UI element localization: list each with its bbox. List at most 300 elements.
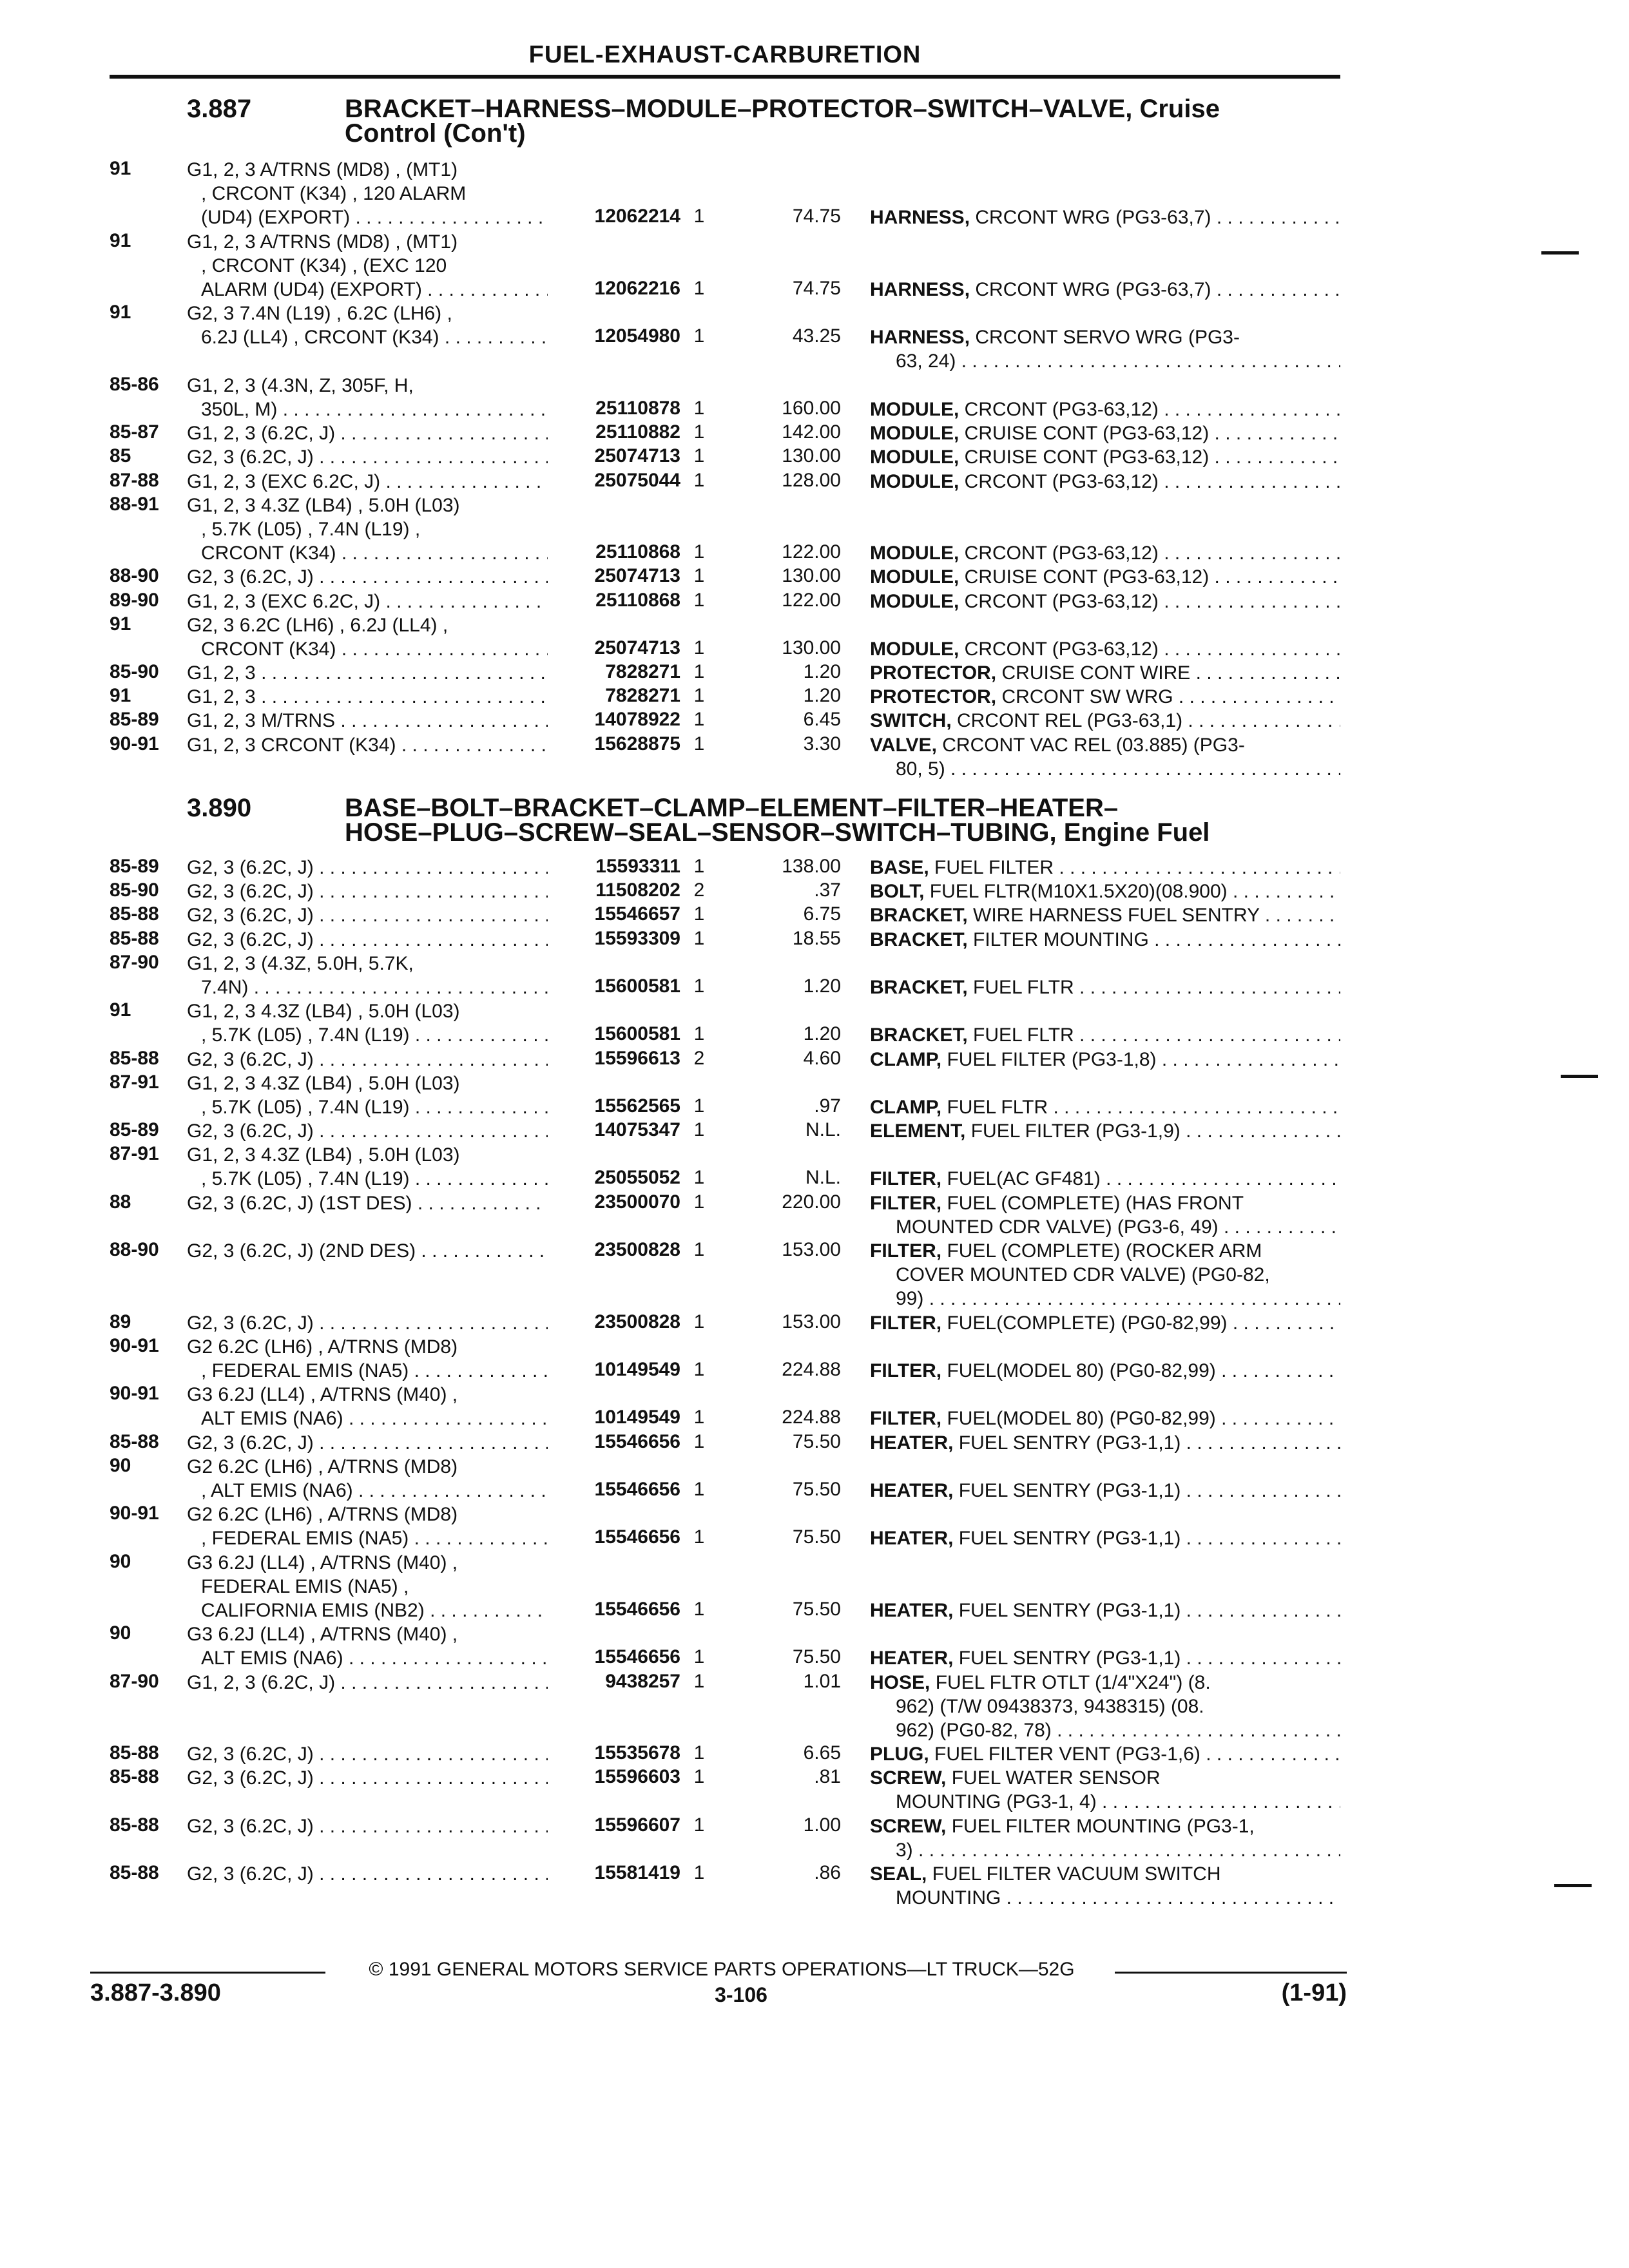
description-text: FUEL FLTR <box>947 1096 1048 1118</box>
parts-row <box>110 1862 1340 1910</box>
application-line: G1, 2, 3 . . . <box>187 661 644 685</box>
description-text: WIRE HARNESS FUEL SENTRY <box>973 905 1260 927</box>
part-name: BRACKET, <box>870 1024 968 1046</box>
application-line: G2, 3 (6.2C, J) . . . <box>187 1311 644 1335</box>
description-line <box>870 1359 1340 1383</box>
part-name: HARNESS, <box>870 327 970 349</box>
description-line <box>870 1766 1340 1790</box>
description-line <box>870 1167 1340 1191</box>
description-line <box>870 398 1340 421</box>
parts-row <box>110 1622 1340 1670</box>
price: 130.00 <box>782 637 841 658</box>
application-line: G1, 2, 3 4.3Z (LB4) , 5.0H (L03) <box>187 494 460 516</box>
description-line <box>870 590 1340 613</box>
description-line <box>870 1599 1340 1622</box>
model-years: 85-88 <box>110 1047 159 1069</box>
part-name: SEAL, <box>870 1863 927 1885</box>
application-line: G2, 3 7.4N (L19) , 6.2C (LH6) , <box>187 303 452 325</box>
parts-row <box>110 613 1340 661</box>
part-name: HEATER, <box>870 1480 954 1502</box>
description-text: FUEL(AC GF481) <box>947 1168 1101 1190</box>
description-line <box>870 206 1340 229</box>
model-years: 85-86 <box>110 373 159 395</box>
price: 142.00 <box>782 421 841 443</box>
price: 153.00 <box>782 1311 841 1332</box>
description-line <box>870 661 1340 685</box>
description <box>870 928 1340 952</box>
quantity: 1 <box>693 1766 705 1788</box>
quantity: 1 <box>693 1095 705 1117</box>
description-line <box>870 1526 1340 1550</box>
description <box>870 1095 1340 1119</box>
application-line: , 5.7K (L05) , 7.4N (L19) . . . <box>187 1023 644 1047</box>
part-number: 15562565 <box>548 1095 680 1117</box>
description <box>870 206 1340 229</box>
price: 122.00 <box>782 541 841 563</box>
parts-row <box>110 1742 1340 1766</box>
application-line: , 5.7K (L05) , 7.4N (L19) , <box>201 518 421 540</box>
description-line <box>870 1048 1340 1072</box>
part-number: 15546657 <box>548 903 680 925</box>
application-line: G1, 2, 3 (EXC 6.2C, J) . . . <box>187 590 644 613</box>
description-line: MOUNTING (PG3-1, 4) . . . <box>870 1790 1340 1814</box>
description-text: FUEL SENTRY (PG3-1,1) <box>958 1648 1181 1669</box>
model-years: 87-91 <box>110 1143 159 1165</box>
parts-row <box>110 1191 1340 1239</box>
section-title-line: Control (Con't) <box>345 119 526 148</box>
price: 6.65 <box>803 1742 841 1764</box>
quantity: 1 <box>693 1167 705 1189</box>
description-line <box>870 1862 1340 1886</box>
price: 160.00 <box>782 397 841 419</box>
quantity: 1 <box>693 975 705 997</box>
quantity: 1 <box>693 1670 705 1692</box>
price: 74.75 <box>792 206 841 227</box>
description-text: FUEL FLTR(M10X1.5X20)(08.900) . <box>929 881 1239 903</box>
application-line: G2, 3 (6.2C, J) . . . <box>187 445 644 469</box>
application-line: G2, 3 (6.2C, J) (1ST DES) . . . <box>187 1191 644 1215</box>
description-text: CRUISE CONT WIRE <box>1001 662 1191 684</box>
application-line: G1, 2, 3 4.3Z (LB4) , 5.0H (L03) <box>187 1001 460 1023</box>
part-number: 15600581 <box>548 1023 680 1045</box>
part-number: 25110868 <box>548 541 680 563</box>
quantity: 1 <box>693 709 705 731</box>
part-number: 10149549 <box>548 1359 680 1381</box>
section-title <box>345 796 1350 845</box>
price: .86 <box>814 1862 841 1884</box>
quantity: 2 <box>693 1047 705 1069</box>
application-line: G2, 3 (6.2C, J) . . . <box>187 1431 644 1455</box>
description-text: CRCONT WRG (PG3-63,7) <box>975 207 1211 229</box>
application-line: , FEDERAL EMIS (NA5) . . . <box>187 1359 644 1383</box>
part-number: 23500828 <box>548 1239 680 1261</box>
application-line: G2, 3 (6.2C, J) . . . <box>187 1742 644 1766</box>
part-number: 12054980 <box>548 325 680 347</box>
margin-mark <box>1561 1075 1598 1078</box>
price: 74.75 <box>792 277 841 299</box>
application-line: G1, 2, 3 (4.3N, Z, 305F, H, <box>187 374 414 396</box>
price: 3.30 <box>803 733 841 754</box>
application-line: G2 6.2C (LH6) , A/TRNS (MD8) <box>187 1336 458 1358</box>
description <box>870 637 1340 661</box>
part-number: 23500070 <box>548 1191 680 1213</box>
application-line: 350L, M) . . . <box>187 398 644 421</box>
application-line: G1, 2, 3 A/TRNS (MD8) , (MT1) <box>187 231 458 253</box>
model-years: 88 <box>110 1191 131 1213</box>
part-number: 7828271 <box>548 661 680 683</box>
part-number: 12062214 <box>548 206 680 227</box>
application-line: G1, 2, 3 4.3Z (LB4) , 5.0H (L03) <box>187 1072 460 1094</box>
description-line: 962) (T/W 09438373, 9438315) (08. <box>896 1695 1204 1717</box>
quantity: 1 <box>693 469 705 491</box>
part-name: MODULE, <box>870 423 959 445</box>
part-name: HEATER, <box>870 1600 954 1621</box>
quantity: 1 <box>693 1646 705 1668</box>
application-line: G2, 3 (6.2C, J) . . . <box>187 1119 644 1143</box>
footer-rule-right <box>1115 1972 1347 1974</box>
description-line <box>870 685 1340 709</box>
quantity: 1 <box>693 1311 705 1332</box>
quantity: 1 <box>693 1430 705 1452</box>
parts-row <box>110 1048 1340 1072</box>
description-text: CRUISE CONT (PG3-63,12) <box>964 423 1210 445</box>
description <box>870 903 1340 927</box>
quantity: 1 <box>693 1526 705 1548</box>
section-number: 3.890 <box>187 794 252 822</box>
description-text: CRCONT (PG3-63,12) <box>964 638 1159 660</box>
parts-row <box>110 1119 1340 1143</box>
quantity: 1 <box>693 565 705 587</box>
model-years: 90-91 <box>110 1334 159 1356</box>
description <box>870 879 1340 903</box>
parts-table-3887 <box>110 158 1340 781</box>
footer-copyright: © 1991 GENERAL MOTORS SERVICE PARTS OPERATIONS—LT TRUCK—52G <box>369 1959 1075 1980</box>
description-line <box>870 1191 1340 1215</box>
part-name: FILTER, <box>870 1312 942 1334</box>
description <box>870 1311 1340 1335</box>
quantity: 1 <box>693 1862 705 1884</box>
description <box>870 1742 1340 1766</box>
part-name: MODULE, <box>870 638 959 660</box>
description <box>870 661 1340 685</box>
section-title-line: BASE–BOLT–BRACKET–CLAMP–ELEMENT–FILTER–HEATER– <box>345 794 1119 822</box>
description-text: FUEL WATER SENSOR <box>951 1767 1161 1789</box>
part-name: FILTER, <box>870 1168 942 1190</box>
description <box>870 398 1340 421</box>
description <box>870 733 1340 781</box>
part-name: MODULE, <box>870 590 959 612</box>
description <box>870 1023 1340 1047</box>
description-line <box>870 1814 1340 1838</box>
part-number: 11508202 <box>548 879 680 901</box>
footer-date: (1-91) <box>1281 1979 1347 2006</box>
price: 128.00 <box>782 469 841 491</box>
part-number: 25074713 <box>548 445 680 467</box>
quantity: 1 <box>693 421 705 443</box>
quantity: 1 <box>693 397 705 419</box>
description-text: FUEL FLTR OTLT (1/4"X24") (8. <box>935 1671 1211 1693</box>
application-line: CALIFORNIA EMIS (NB2) . . . <box>187 1599 644 1622</box>
description-line: 3) . . . <box>870 1838 1340 1862</box>
model-years: 85-88 <box>110 927 159 949</box>
part-name: VALVE, <box>870 734 937 756</box>
application-line: G2, 3 6.2C (LH6) , 6.2J (LL4) , <box>187 614 448 636</box>
description-line <box>870 1671 1340 1695</box>
parts-row <box>110 445 1340 469</box>
part-number: 25110882 <box>548 421 680 443</box>
price: 75.50 <box>792 1646 841 1668</box>
description <box>870 709 1340 733</box>
header-rule <box>110 75 1340 79</box>
model-years: 85-88 <box>110 1742 159 1764</box>
quantity: 1 <box>693 685 705 707</box>
application-line: G3 6.2J (LL4) , A/TRNS (M40) , <box>187 1624 458 1646</box>
description-text: CRCONT (PG3-63,12) <box>964 470 1159 492</box>
price: 224.88 <box>782 1359 841 1381</box>
description <box>870 1862 1340 1910</box>
description-text: FUEL (COMPLETE) (ROCKER ARM <box>947 1240 1262 1262</box>
model-years: 88-90 <box>110 565 159 587</box>
description-text: CRUISE CONT (PG3-63,12) <box>964 447 1210 468</box>
application-line: G2, 3 (6.2C, J) . . . <box>187 565 644 589</box>
application-line: 7.4N) . . . <box>187 975 644 999</box>
application-line: G1, 2, 3 (6.2C, J) . . . <box>187 1671 644 1695</box>
description <box>870 590 1340 613</box>
parts-row <box>110 230 1340 302</box>
application-line: CRCONT (K34) . . . <box>187 541 644 565</box>
description <box>870 1119 1340 1143</box>
part-name: SWITCH, <box>870 710 952 732</box>
description-text: FUEL FILTER (PG3-1,9) <box>970 1120 1181 1142</box>
description-line <box>870 903 1340 927</box>
part-number: 12062216 <box>548 278 680 300</box>
parts-row <box>110 685 1340 709</box>
quantity: 1 <box>693 1359 705 1381</box>
application-line: G2, 3 (6.2C, J) . . . <box>187 856 644 879</box>
part-name: HOSE, <box>870 1671 930 1693</box>
part-number: 23500828 <box>548 1311 680 1333</box>
quantity: 1 <box>693 277 705 299</box>
section-title-line: HOSE–PLUG–SCREW–SEAL–SENSOR–SWITCH–TUBING, Engine Fuel <box>345 818 1210 847</box>
description-line <box>870 421 1340 445</box>
price: .37 <box>814 879 841 901</box>
description-line <box>870 709 1340 733</box>
part-name: HEATER, <box>870 1648 954 1669</box>
parts-row <box>110 1311 1340 1335</box>
application-line: G3 6.2J (LL4) , A/TRNS (M40) , <box>187 1552 458 1573</box>
description <box>870 1526 1340 1550</box>
description-text: FUEL(COMPLETE) (PG0-82,99) <box>947 1312 1228 1334</box>
description-line <box>870 1239 1340 1263</box>
quantity: 1 <box>693 1239 705 1261</box>
price: 130.00 <box>782 445 841 467</box>
description-text: FUEL(MODEL 80) (PG0-82,99) <box>947 1360 1216 1382</box>
section-title-line: BRACKET–HARNESS–MODULE–PROTECTOR–SWITCH–VALVE, Cruise <box>345 95 1220 123</box>
description-line <box>870 565 1340 589</box>
part-number: 9438257 <box>548 1671 680 1693</box>
part-name: BRACKET, <box>870 905 968 927</box>
parts-row <box>110 903 1340 927</box>
description-text: FUEL FLTR <box>973 976 1074 998</box>
part-number: 15596607 <box>548 1814 680 1836</box>
part-number: 15546656 <box>548 1431 680 1453</box>
price: 18.55 <box>792 927 841 949</box>
description-text: FUEL FILTER VACUUM SWITCH <box>932 1863 1221 1885</box>
footer-page-number: 3-106 <box>715 1983 767 2006</box>
application-line: G2 6.2C (LH6) , A/TRNS (MD8) <box>187 1456 458 1477</box>
price: 4.60 <box>803 1047 841 1069</box>
part-name: FILTER, <box>870 1360 942 1382</box>
model-years: 85-89 <box>110 709 159 731</box>
part-name: BRACKET, <box>870 976 968 998</box>
part-name: SCREW, <box>870 1767 947 1789</box>
part-number: 15535678 <box>548 1742 680 1764</box>
application-line: G2, 3 (6.2C, J) . . . <box>187 1048 644 1072</box>
part-number: 15546656 <box>548 1479 680 1501</box>
model-years: 87-88 <box>110 469 159 491</box>
application-line: G1, 2, 3 (4.3Z, 5.0H, 5.7K, <box>187 952 414 974</box>
quantity: 1 <box>693 903 705 925</box>
part-number: 15593311 <box>548 856 680 878</box>
part-name: PLUG, <box>870 1744 929 1765</box>
part-number: 15546656 <box>548 1599 680 1620</box>
model-years: 90 <box>110 1550 131 1572</box>
description-text: FUEL SENTRY (PG3-1,1) <box>958 1480 1181 1502</box>
part-name: BRACKET, <box>870 928 968 950</box>
page-header: FUEL-EXHAUST-CARBURETION <box>528 41 921 68</box>
quantity: 1 <box>693 1023 705 1045</box>
description-line <box>870 1095 1340 1119</box>
part-number: 25074713 <box>548 637 680 659</box>
part-name: HEATER, <box>870 1528 954 1550</box>
model-years: 91 <box>110 613 131 635</box>
description <box>870 1239 1340 1311</box>
application-line: , FEDERAL EMIS (NA5) . . . <box>187 1526 644 1550</box>
description-text: CRCONT SERVO WRG (PG3- <box>975 327 1240 349</box>
description-line <box>870 1311 1340 1335</box>
model-years: 87-91 <box>110 1071 159 1093</box>
margin-mark <box>1554 1884 1592 1887</box>
description-line <box>870 733 1340 757</box>
part-number: 25075044 <box>548 470 680 492</box>
model-years: 90 <box>110 1454 131 1476</box>
description-line <box>870 1023 1340 1047</box>
description-line <box>870 1646 1340 1670</box>
price: 220.00 <box>782 1191 841 1213</box>
description-text: FUEL SENTRY (PG3-1,1) <box>958 1600 1181 1621</box>
part-number: 25055052 <box>548 1167 680 1189</box>
price: 1.20 <box>803 975 841 997</box>
description-line <box>870 541 1340 565</box>
price: 43.25 <box>792 325 841 347</box>
quantity: 1 <box>693 1191 705 1213</box>
description-text: CRCONT (PG3-63,12) <box>964 398 1159 420</box>
parts-row <box>110 709 1340 733</box>
application-line: G1, 2, 3 . . . <box>187 685 644 709</box>
part-number: 25110868 <box>548 590 680 611</box>
part-number: 10149549 <box>548 1407 680 1428</box>
parts-row <box>110 999 1340 1047</box>
price: 75.50 <box>792 1430 841 1452</box>
description <box>870 1407 1340 1430</box>
application-line: , 5.7K (L05) , 7.4N (L19) . . . <box>187 1095 644 1119</box>
parts-row <box>110 952 1340 999</box>
description <box>870 1766 1340 1814</box>
application-line: , ALT EMIS (NA6) . . . <box>187 1479 644 1503</box>
description-text: FUEL (COMPLETE) (HAS FRONT <box>947 1192 1244 1214</box>
application-line: G3 6.2J (LL4) , A/TRNS (M40) , <box>187 1384 458 1406</box>
model-years: 89 <box>110 1311 131 1332</box>
application-line: G2, 3 (6.2C, J) . . . <box>187 1814 644 1838</box>
quantity: 2 <box>693 879 705 901</box>
quantity: 1 <box>693 325 705 347</box>
description-text: FUEL FILTER MOUNTING (PG3-1, <box>951 1815 1255 1837</box>
description <box>870 1431 1340 1455</box>
parts-row <box>110 1814 1340 1862</box>
description-text: FUEL FILTER (PG3-1,8) <box>947 1048 1157 1070</box>
description-line <box>870 1479 1340 1503</box>
quantity: 1 <box>693 1407 705 1428</box>
description <box>870 421 1340 445</box>
parts-row <box>110 494 1340 566</box>
quantity: 1 <box>693 1599 705 1620</box>
description-line: MOUNTING . . . <box>870 1886 1340 1910</box>
model-years: 87-90 <box>110 951 159 973</box>
model-years: 91 <box>110 685 131 707</box>
margin-mark <box>1541 251 1579 255</box>
model-years: 90-91 <box>110 1383 159 1405</box>
footer-rule-left <box>90 1972 325 1974</box>
application-line: G1, 2, 3 4.3Z (LB4) , 5.0H (L03) <box>187 1144 460 1166</box>
price: 1.20 <box>803 1023 841 1045</box>
model-years: 85-90 <box>110 661 159 683</box>
quantity: 1 <box>693 733 705 754</box>
model-years: 87-90 <box>110 1670 159 1692</box>
part-number: 15593309 <box>548 928 680 950</box>
quantity: 1 <box>693 445 705 467</box>
quantity: 1 <box>693 637 705 658</box>
description-line <box>870 278 1340 302</box>
parts-row <box>110 302 1340 374</box>
parts-row <box>110 1143 1340 1191</box>
part-number: 15628875 <box>548 733 680 755</box>
description-line <box>870 445 1340 469</box>
model-years: 85-90 <box>110 879 159 901</box>
description <box>870 470 1340 494</box>
part-name: MODULE, <box>870 470 959 492</box>
application-line: CRCONT (K34) . . . <box>187 637 644 661</box>
application-line: G1, 2, 3 (6.2C, J) . . . <box>187 421 644 445</box>
application-line: (UD4) (EXPORT) . . . <box>187 206 644 229</box>
part-name: FILTER, <box>870 1192 942 1214</box>
description-text: FILTER MOUNTING <box>973 928 1149 950</box>
model-years: 91 <box>110 302 131 323</box>
description-line <box>870 975 1340 999</box>
parts-row <box>110 928 1340 952</box>
description-text: CRCONT VAC REL (03.885) (PG3- <box>942 734 1245 756</box>
price: 122.00 <box>782 589 841 611</box>
price: 75.50 <box>792 1599 841 1620</box>
application-line: G1, 2, 3 (EXC 6.2C, J) . . . <box>187 470 644 494</box>
model-years: 85-89 <box>110 1119 159 1141</box>
quantity: 1 <box>693 1814 705 1836</box>
description-line: 80, 5) . . . <box>870 757 1340 781</box>
part-number: 25074713 <box>548 565 680 587</box>
application-line: G2, 3 (6.2C, J) . . . <box>187 1862 644 1886</box>
quantity: 1 <box>693 927 705 949</box>
description-line <box>870 928 1340 952</box>
description-line <box>870 1407 1340 1430</box>
